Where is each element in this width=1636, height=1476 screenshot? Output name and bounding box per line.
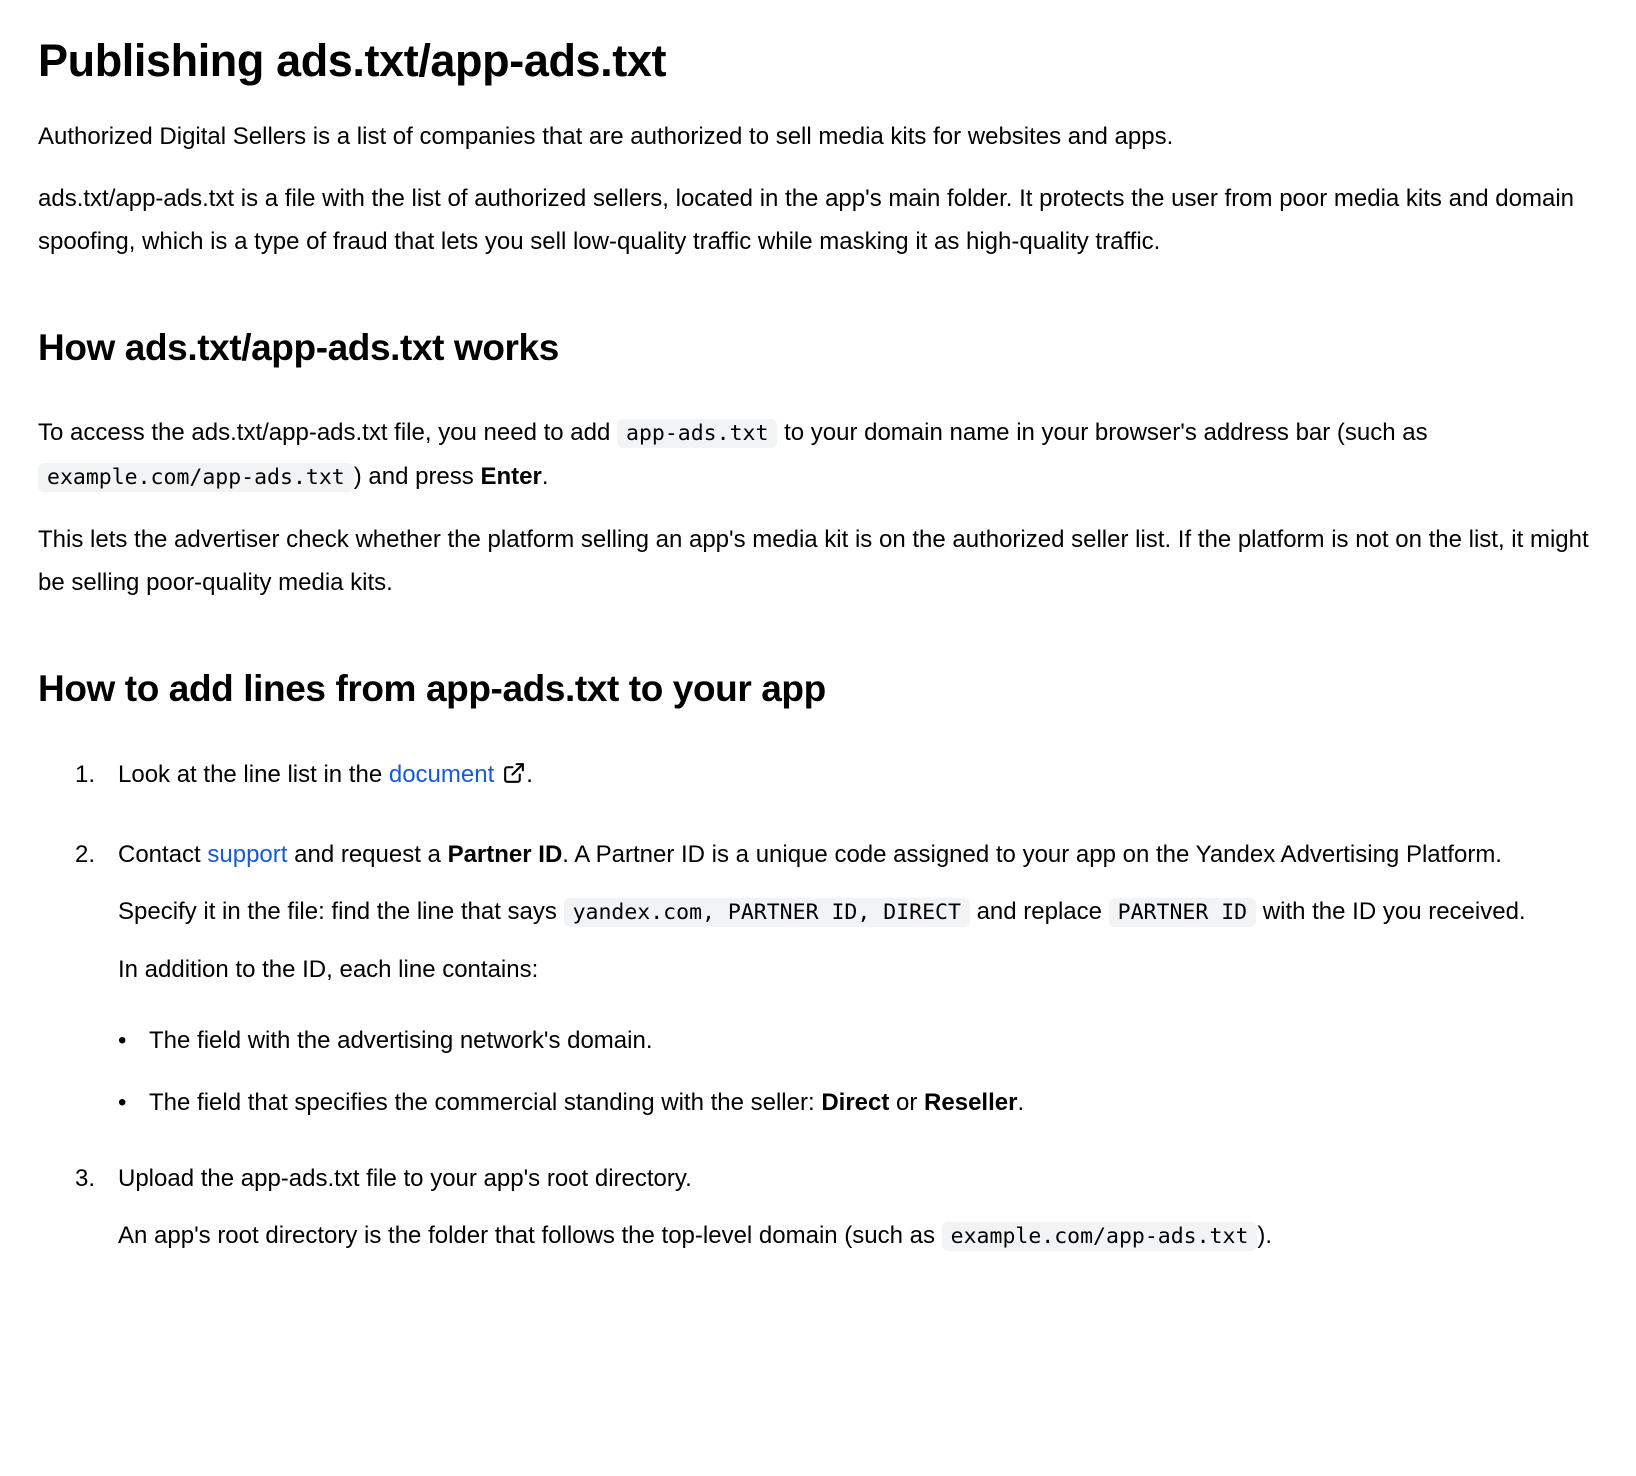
text-run: to your domain name in your browser's address bar (such as [777,419,1428,447]
external-link-icon[interactable] [501,757,526,800]
text-run: Contact [118,840,208,868]
inline-code-yandex-line: yandex.com, PARTNER ID, DIRECT [564,898,970,927]
step-2-specify-text [118,890,1592,934]
steps-list [75,753,1592,1258]
step-3-note [118,1214,1592,1258]
text-run: . [1017,1088,1025,1116]
text-run: . A Partner ID is a unique code assigned to your app on the Yandex Advertising Platform. [562,840,1502,868]
text-run: or [889,1088,925,1116]
list-marker: 1. [75,760,96,788]
page-title: Publishing ads.txt/app-ads.txt [38,35,667,86]
text-run: An app's root directory is the folder that follows the top-level domain (such as [118,1221,942,1249]
bold-partner-id: Partner ID [447,840,563,868]
bullet-marker: • [118,1088,127,1116]
list-item-step-2 [75,833,1592,1124]
step-3-body [118,1157,1592,1258]
list-marker: 3. [75,1164,96,1192]
bullet-text [149,1081,1592,1124]
text-run: The field that specifies the commercial standing with the seller: [149,1088,822,1116]
text-run: . [541,463,549,491]
step-2-text [118,833,1592,876]
bullet-item-domain [118,1019,1592,1062]
bold-direct: Direct [821,1088,890,1116]
text-run: and request a [287,840,448,868]
text-run: Look at the line list in the [118,760,389,788]
line-fields-bullet-list [118,1019,1592,1124]
how-works-paragraph-2: This lets the advertiser check whether the platform selling an app's media kit is on the authorized seller list. If the platform is not on the list, it might be selling poor-quality media kits. [38,526,1589,597]
bold-enter: Enter [480,463,542,491]
section-heading-how-it-works: How ads.txt/app-ads.txt works [38,327,559,368]
list-item-step-1 [75,753,1592,800]
how-works-paragraph-1 [38,411,1592,499]
inline-code-example-url-2: example.com/app-ads.txt [942,1222,1258,1251]
section-heading-add-lines: How to add lines from app-ads.txt to your app [38,668,826,710]
step-3-text: Upload the app-ads.txt file to your app's root directory. [118,1164,692,1192]
support-link[interactable]: support [207,840,288,868]
document-link[interactable]: document [388,760,495,788]
list-item-step-3 [75,1157,1592,1258]
step-1-text [118,753,1592,800]
text-run: To access the ads.txt/app-ads.txt file, you need to add [38,419,618,447]
text-run: with the ID you received. [1256,897,1526,925]
bullet-text: The field with the advertising network's domain. [149,1026,653,1054]
bullet-item-standing [118,1081,1592,1124]
inline-code-example-url: example.com/app-ads.txt [38,463,354,492]
text-run: ) and press [353,463,481,491]
bullet-marker: • [118,1026,127,1054]
text-run: ). [1257,1221,1273,1249]
inline-code-app-ads-txt: app-ads.txt [617,419,777,448]
intro-paragraph-1: Authorized Digital Sellers is a list of companies that are authorized to sell media kits for websites and apps. [38,123,1174,150]
step-1-body [118,753,1592,800]
text-run: Specify it in the file: find the line that says [118,897,564,925]
list-marker: 2. [75,840,96,868]
step-2-contains-intro: In addition to the ID, each line contains: [118,955,539,983]
text-run: . [526,760,533,788]
inline-code-partner-id: PARTNER ID [1109,898,1256,927]
intro-paragraph-2: ads.txt/app-ads.txt is a file with the list of authorized sellers, located in the app's main folder. It protects the user from poor media kits and domain spoofing, which is a type of fraud that lets you sell low-quality traffic while masking it as high-quality traffic. [38,185,1575,255]
text-run: and replace [969,897,1109,925]
step-2-body [118,833,1592,1124]
bold-reseller: Reseller [924,1088,1018,1116]
